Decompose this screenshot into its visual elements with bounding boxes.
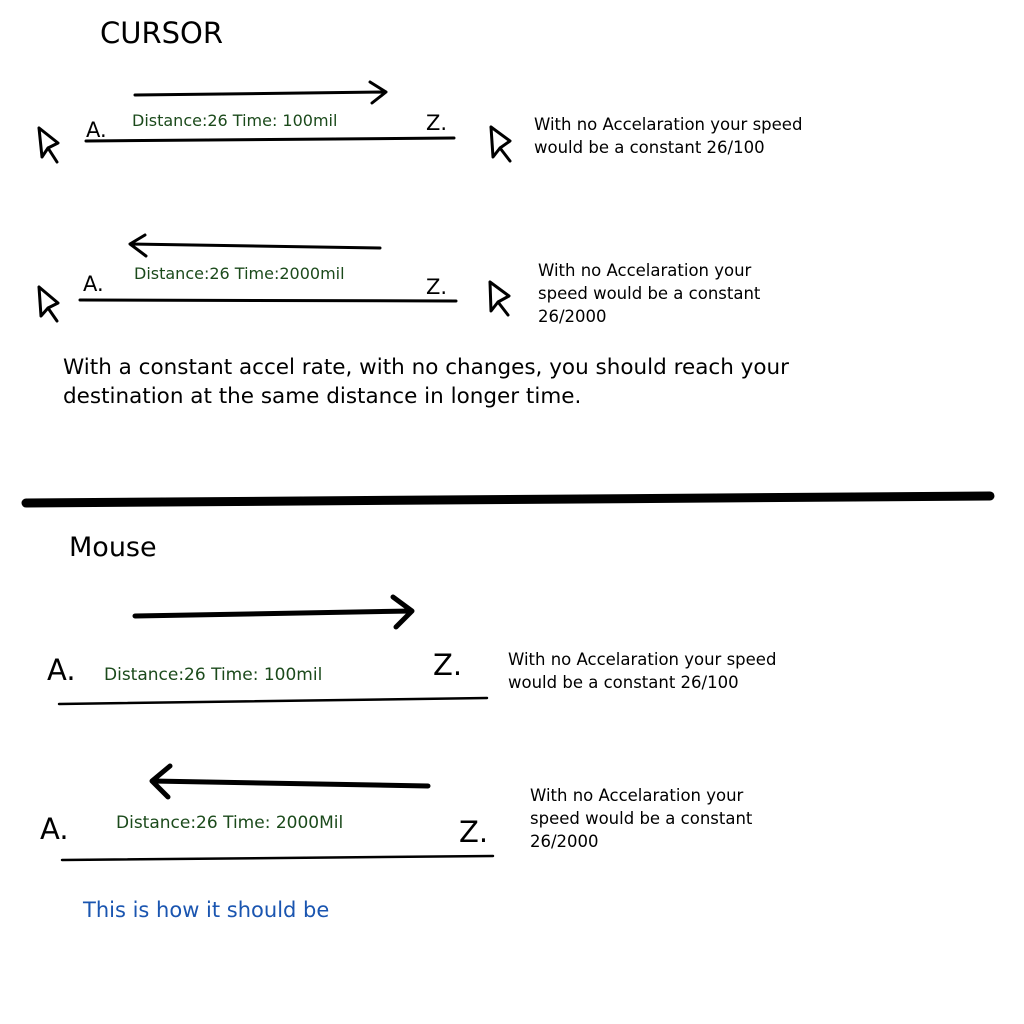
note-line: would be a constant 26/100 <box>534 138 765 157</box>
note-line: With no Accelaration your speed <box>534 115 803 134</box>
section-title-mouse: Mouse <box>69 532 157 563</box>
arrow-right-icon <box>135 597 412 627</box>
conclusion-note: This is how it should be <box>83 898 330 922</box>
point-a-label: A. <box>86 118 107 142</box>
note-line: With no Accelaration your speed <box>508 650 777 669</box>
point-a-label: A. <box>40 812 69 846</box>
distance-time-label: Distance:26 Time: 100mil <box>132 111 338 130</box>
note-line: With no Accelaration your <box>538 261 752 280</box>
point-a-label: A. <box>83 272 104 296</box>
point-z-label: Z. <box>426 275 448 299</box>
summary-text <box>63 353 789 411</box>
arrow-left-icon <box>152 766 428 797</box>
speed-note <box>508 648 776 694</box>
point-a-label: A. <box>47 653 76 687</box>
note-line: would be a constant 26/100 <box>508 673 739 692</box>
point-z-label: Z. <box>433 648 463 682</box>
track-line <box>80 300 456 301</box>
note-line: speed would be a constant <box>530 809 753 828</box>
track-line <box>86 138 454 141</box>
cursor-arrow-icon <box>39 128 58 162</box>
distance-time-label: Distance:26 Time:2000mil <box>134 264 345 283</box>
note-line: speed would be a constant <box>538 284 761 303</box>
distance-time-label: Distance:26 Time: 100mil <box>104 665 323 685</box>
note-line: 26/2000 <box>530 832 599 851</box>
speed-note <box>538 259 760 328</box>
speed-note <box>530 784 752 853</box>
cursor-arrow-icon <box>490 282 509 315</box>
speed-note <box>534 113 802 159</box>
note-line: 26/2000 <box>538 307 607 326</box>
section-title-cursor: CURSOR <box>100 16 224 50</box>
note-line: With no Accelaration your <box>530 786 744 805</box>
track-line <box>62 856 493 860</box>
point-z-label: Z. <box>426 111 448 135</box>
arrow-left-icon <box>130 235 380 256</box>
cursor-arrow-icon <box>491 127 510 161</box>
summary-line: With a constant accel rate, with no changes, you should reach your <box>63 355 790 380</box>
summary-line: destination at the same distance in longer time. <box>63 384 582 409</box>
section-divider <box>26 496 990 503</box>
cursor-arrow-icon <box>39 287 58 321</box>
point-z-label: Z. <box>459 815 489 849</box>
distance-time-label: Distance:26 Time: 2000Mil <box>116 813 344 833</box>
track-line <box>59 698 487 704</box>
arrow-right-icon <box>135 82 386 103</box>
